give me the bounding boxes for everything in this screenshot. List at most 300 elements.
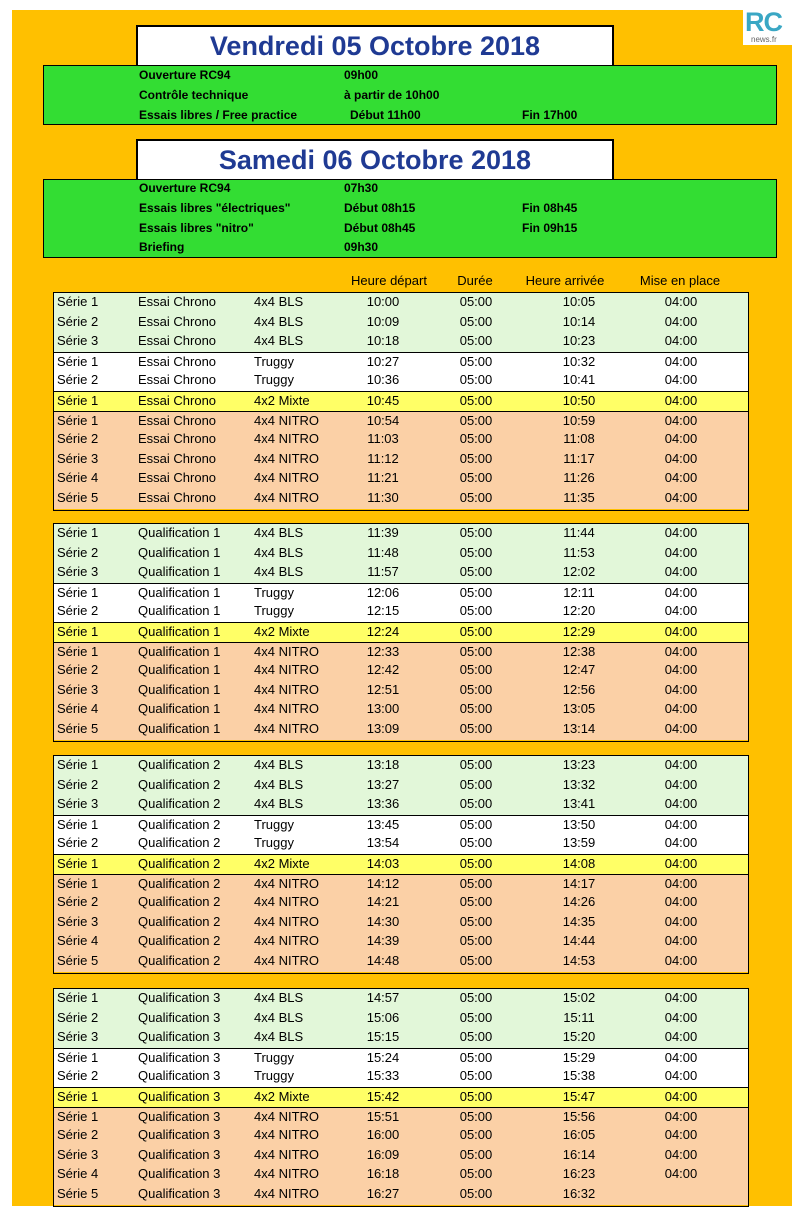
serie-cell: Série 2 bbox=[57, 544, 99, 560]
start-time-cell: 12:42 bbox=[366, 662, 400, 678]
duration-cell: 05:00 bbox=[459, 1049, 493, 1065]
session-cell: Essai Chrono bbox=[138, 490, 217, 505]
table-row bbox=[54, 391, 748, 412]
day1-info-panel bbox=[43, 65, 777, 125]
day2-line3-end: Fin 09h15 bbox=[522, 221, 578, 235]
category-cell: 4x4 NITRO bbox=[254, 412, 320, 428]
duration-cell: 05:00 bbox=[459, 990, 493, 1005]
table-row bbox=[54, 874, 748, 895]
duration-cell: 05:00 bbox=[459, 624, 493, 639]
setup-time-cell: 04:00 bbox=[664, 470, 698, 486]
category-cell: 4x2 Mixte bbox=[254, 1089, 310, 1104]
duration-cell: 05:00 bbox=[459, 796, 493, 812]
session-cell: Qualification 2 bbox=[138, 856, 221, 871]
serie-cell: Série 3 bbox=[57, 1146, 99, 1162]
start-time-cell: 10:00 bbox=[366, 294, 400, 309]
session-cell: Qualification 2 bbox=[138, 913, 221, 929]
end-time-cell: 12:56 bbox=[562, 681, 596, 697]
start-time-cell: 16:00 bbox=[366, 1127, 400, 1143]
start-time-cell: 13:45 bbox=[366, 816, 400, 832]
table-row bbox=[54, 563, 748, 583]
start-time-cell: 14:21 bbox=[366, 894, 400, 910]
serie-cell: Série 2 bbox=[57, 835, 99, 851]
serie-cell: Série 4 bbox=[57, 1166, 99, 1182]
end-time-cell: 15:29 bbox=[562, 1049, 596, 1065]
setup-time-cell: 04:00 bbox=[664, 294, 698, 309]
day2-line3-label: Essais libres "nitro" bbox=[139, 221, 254, 235]
table-row bbox=[54, 756, 748, 776]
day2-line2-label: Essais libres "électriques" bbox=[139, 201, 291, 215]
day1-line2-value: à partir de 10h00 bbox=[344, 88, 440, 102]
logo-subtext: news.fr bbox=[751, 35, 777, 44]
header-heure-arrivee: Heure arrivée bbox=[525, 273, 605, 288]
category-cell: 4x4 BLS bbox=[254, 544, 304, 560]
session-cell: Qualification 1 bbox=[138, 662, 221, 678]
table-row bbox=[54, 544, 748, 564]
schedule-block bbox=[53, 292, 749, 511]
session-cell: Qualification 1 bbox=[138, 603, 221, 619]
table-row bbox=[54, 1028, 748, 1048]
serie-cell: Série 4 bbox=[57, 701, 99, 717]
start-time-cell: 13:18 bbox=[366, 757, 400, 772]
logo-text: RC bbox=[745, 7, 782, 37]
day1-line3-value: Début 11h00 bbox=[350, 108, 421, 122]
duration-cell: 05:00 bbox=[459, 525, 493, 540]
duration-cell: 05:00 bbox=[459, 721, 493, 736]
session-cell: Essai Chrono bbox=[138, 333, 217, 349]
table-row bbox=[54, 1048, 748, 1069]
session-cell: Qualification 3 bbox=[138, 1127, 221, 1143]
serie-cell: Série 1 bbox=[57, 990, 99, 1005]
end-time-cell: 14:17 bbox=[562, 875, 596, 891]
serie-cell: Série 3 bbox=[57, 333, 99, 349]
category-cell: 4x4 NITRO bbox=[254, 1146, 320, 1162]
serie-cell: Série 4 bbox=[57, 933, 99, 949]
serie-cell: Série 3 bbox=[57, 913, 99, 929]
serie-cell: Série 5 bbox=[57, 953, 99, 968]
session-cell: Essai Chrono bbox=[138, 431, 217, 447]
table-row bbox=[54, 1165, 748, 1185]
rcnews-logo bbox=[743, 9, 793, 45]
setup-time-cell: 04:00 bbox=[664, 333, 698, 349]
duration-cell: 05:00 bbox=[459, 856, 493, 871]
end-time-cell: 13:23 bbox=[562, 757, 596, 772]
setup-time-cell: 04:00 bbox=[664, 776, 698, 792]
serie-cell: Série 1 bbox=[57, 643, 99, 659]
duration-cell: 05:00 bbox=[459, 1166, 493, 1182]
session-cell: Qualification 1 bbox=[138, 584, 221, 600]
category-cell: 4x4 NITRO bbox=[254, 913, 320, 929]
start-time-cell: 10:54 bbox=[366, 412, 400, 428]
table-row bbox=[54, 313, 748, 333]
session-cell: Qualification 1 bbox=[138, 525, 221, 540]
end-time-cell: 15:20 bbox=[562, 1029, 596, 1045]
table-row bbox=[54, 332, 748, 352]
session-cell: Essai Chrono bbox=[138, 372, 217, 388]
duration-cell: 05:00 bbox=[459, 490, 493, 505]
duration-cell: 05:00 bbox=[459, 294, 493, 309]
start-time-cell: 12:06 bbox=[366, 584, 400, 600]
duration-cell: 05:00 bbox=[459, 470, 493, 486]
end-time-cell: 13:50 bbox=[562, 816, 596, 832]
table-row bbox=[54, 893, 748, 913]
end-time-cell: 10:05 bbox=[562, 294, 596, 309]
category-cell: 4x4 NITRO bbox=[254, 450, 320, 466]
category-cell: Truggy bbox=[254, 584, 294, 600]
setup-time-cell: 04:00 bbox=[664, 584, 698, 600]
start-time-cell: 15:51 bbox=[366, 1108, 400, 1124]
start-time-cell: 10:36 bbox=[366, 372, 400, 388]
serie-cell: Série 2 bbox=[57, 662, 99, 678]
start-time-cell: 11:12 bbox=[367, 450, 399, 466]
category-cell: 4x4 NITRO bbox=[254, 431, 320, 447]
serie-cell: Série 1 bbox=[57, 1049, 99, 1065]
duration-cell: 05:00 bbox=[459, 681, 493, 697]
table-row bbox=[54, 1107, 748, 1128]
session-cell: Qualification 3 bbox=[138, 1146, 221, 1162]
setup-time-cell: 04:00 bbox=[664, 1029, 698, 1045]
session-cell: Qualification 3 bbox=[138, 1186, 221, 1201]
table-row bbox=[54, 583, 748, 604]
serie-cell: Série 3 bbox=[57, 796, 99, 812]
serie-cell: Série 1 bbox=[57, 393, 99, 408]
setup-time-cell: 04:00 bbox=[664, 721, 698, 736]
table-row bbox=[54, 450, 748, 470]
setup-time-cell: 04:00 bbox=[664, 564, 698, 580]
session-cell: Qualification 3 bbox=[138, 1009, 221, 1025]
day1-line1-value: 09h00 bbox=[344, 68, 379, 82]
serie-cell: Série 2 bbox=[57, 776, 99, 792]
day2-line4-label: Briefing bbox=[139, 240, 185, 254]
end-time-cell: 13:14 bbox=[562, 721, 596, 736]
session-cell: Essai Chrono bbox=[138, 313, 217, 329]
session-cell: Qualification 1 bbox=[138, 721, 221, 736]
category-cell: 4x4 NITRO bbox=[254, 1108, 320, 1124]
start-time-cell: 13:54 bbox=[366, 835, 400, 851]
serie-cell: Série 1 bbox=[57, 816, 99, 832]
category-cell: 4x4 BLS bbox=[254, 1009, 304, 1025]
table-row bbox=[54, 681, 748, 701]
category-cell: Truggy bbox=[254, 835, 294, 851]
session-cell: Qualification 3 bbox=[138, 1068, 221, 1084]
day2-line4-value: 09h30 bbox=[344, 240, 379, 254]
session-cell: Qualification 2 bbox=[138, 894, 221, 910]
duration-cell: 05:00 bbox=[459, 1089, 493, 1104]
duration-cell: 05:00 bbox=[459, 933, 493, 949]
session-cell: Qualification 2 bbox=[138, 835, 221, 851]
duration-cell: 05:00 bbox=[459, 313, 493, 329]
category-cell: 4x4 NITRO bbox=[254, 490, 320, 505]
start-time-cell: 11:57 bbox=[367, 564, 399, 580]
day2-line2-value: Début 08h15 bbox=[344, 201, 416, 215]
start-time-cell: 15:06 bbox=[366, 1009, 400, 1025]
table-row bbox=[54, 1126, 748, 1146]
start-time-cell: 11:39 bbox=[367, 525, 399, 540]
day1-line3-end: Fin 17h00 bbox=[522, 108, 578, 122]
category-cell: 4x4 NITRO bbox=[254, 875, 320, 891]
table-row bbox=[54, 1146, 748, 1166]
serie-cell: Série 1 bbox=[57, 757, 99, 772]
session-cell: Qualification 2 bbox=[138, 757, 221, 772]
session-cell: Qualification 3 bbox=[138, 1049, 221, 1065]
session-cell: Qualification 2 bbox=[138, 776, 221, 792]
end-time-cell: 11:08 bbox=[563, 431, 595, 447]
duration-cell: 05:00 bbox=[459, 662, 493, 678]
duration-cell: 05:00 bbox=[459, 816, 493, 832]
start-time-cell: 14:48 bbox=[366, 953, 400, 968]
table-row bbox=[54, 411, 748, 432]
setup-time-cell: 04:00 bbox=[664, 393, 698, 408]
category-cell: 4x4 BLS bbox=[254, 564, 304, 580]
setup-time-cell: 04:00 bbox=[664, 913, 698, 929]
duration-cell: 05:00 bbox=[459, 372, 493, 388]
session-cell: Qualification 3 bbox=[138, 1108, 221, 1124]
setup-time-cell: 04:00 bbox=[664, 1068, 698, 1084]
start-time-cell: 14:03 bbox=[366, 856, 400, 871]
setup-time-cell: 04:00 bbox=[664, 431, 698, 447]
session-cell: Qualification 3 bbox=[138, 1029, 221, 1045]
schedule-block bbox=[53, 755, 749, 974]
setup-time-cell: 04:00 bbox=[664, 796, 698, 812]
session-cell: Qualification 2 bbox=[138, 933, 221, 949]
category-cell: 4x4 NITRO bbox=[254, 721, 320, 736]
table-row bbox=[54, 952, 748, 972]
start-time-cell: 15:42 bbox=[366, 1089, 400, 1104]
start-time-cell: 16:18 bbox=[366, 1166, 400, 1182]
day2-line3-value: Début 08h45 bbox=[344, 221, 416, 235]
table-row bbox=[54, 430, 748, 450]
duration-cell: 05:00 bbox=[459, 393, 493, 408]
serie-cell: Série 2 bbox=[57, 372, 99, 388]
duration-cell: 05:00 bbox=[459, 1146, 493, 1162]
schedule-block bbox=[53, 988, 749, 1207]
duration-cell: 05:00 bbox=[459, 353, 493, 369]
day1-line3-label: Essais libres / Free practice bbox=[139, 108, 298, 122]
duration-cell: 05:00 bbox=[459, 701, 493, 717]
setup-time-cell: 04:00 bbox=[664, 856, 698, 871]
setup-time-cell: 04:00 bbox=[664, 662, 698, 678]
serie-cell: Série 1 bbox=[57, 856, 99, 871]
setup-time-cell: 04:00 bbox=[664, 816, 698, 832]
table-row bbox=[54, 720, 748, 740]
category-cell: 4x4 NITRO bbox=[254, 643, 320, 659]
serie-cell: Série 5 bbox=[57, 490, 99, 505]
category-cell: 4x4 NITRO bbox=[254, 894, 320, 910]
serie-cell: Série 1 bbox=[57, 584, 99, 600]
end-time-cell: 12:02 bbox=[562, 564, 596, 580]
setup-time-cell: 04:00 bbox=[664, 313, 698, 329]
setup-time-cell: 04:00 bbox=[664, 990, 698, 1005]
day1-title: Vendredi 05 Octobre 2018 bbox=[136, 25, 614, 67]
category-cell: 4x4 NITRO bbox=[254, 701, 320, 717]
duration-cell: 05:00 bbox=[459, 412, 493, 428]
day1-line2-label: Contrôle technique bbox=[139, 88, 249, 102]
setup-time-cell: 04:00 bbox=[664, 372, 698, 388]
start-time-cell: 12:33 bbox=[366, 643, 400, 659]
duration-cell: 05:00 bbox=[459, 835, 493, 851]
table-row bbox=[54, 989, 748, 1009]
table-row bbox=[54, 352, 748, 373]
table-row bbox=[54, 834, 748, 854]
category-cell: 4x4 NITRO bbox=[254, 953, 320, 968]
category-cell: Truggy bbox=[254, 353, 294, 369]
day2-line1-value: 07h30 bbox=[344, 181, 379, 195]
setup-time-cell: 04:00 bbox=[664, 1166, 698, 1182]
setup-time-cell: 04:00 bbox=[664, 701, 698, 717]
session-cell: Qualification 2 bbox=[138, 796, 221, 812]
serie-cell: Série 2 bbox=[57, 431, 99, 447]
serie-cell: Série 2 bbox=[57, 1068, 99, 1084]
table-row bbox=[54, 1185, 748, 1205]
start-time-cell: 13:36 bbox=[366, 796, 400, 812]
end-time-cell: 10:41 bbox=[562, 372, 596, 388]
start-time-cell: 14:57 bbox=[366, 990, 400, 1005]
session-cell: Qualification 1 bbox=[138, 624, 221, 639]
end-time-cell: 15:02 bbox=[562, 990, 596, 1005]
setup-time-cell: 04:00 bbox=[664, 1127, 698, 1143]
session-cell: Qualification 1 bbox=[138, 701, 221, 717]
setup-time-cell: 04:00 bbox=[664, 643, 698, 659]
duration-cell: 05:00 bbox=[459, 875, 493, 891]
setup-time-cell: 04:00 bbox=[664, 757, 698, 772]
category-cell: 4x2 Mixte bbox=[254, 393, 310, 408]
session-cell: Qualification 3 bbox=[138, 990, 221, 1005]
session-cell: Qualification 1 bbox=[138, 564, 221, 580]
start-time-cell: 14:30 bbox=[366, 913, 400, 929]
start-time-cell: 13:00 bbox=[366, 701, 400, 717]
start-time-cell: 10:09 bbox=[366, 313, 400, 329]
duration-cell: 05:00 bbox=[459, 431, 493, 447]
end-time-cell: 11:53 bbox=[563, 544, 595, 560]
setup-time-cell: 04:00 bbox=[664, 933, 698, 949]
serie-cell: Série 2 bbox=[57, 1009, 99, 1025]
serie-cell: Série 1 bbox=[57, 294, 99, 309]
session-cell: Essai Chrono bbox=[138, 393, 217, 408]
duration-cell: 05:00 bbox=[459, 757, 493, 772]
start-time-cell: 16:09 bbox=[366, 1146, 400, 1162]
table-row bbox=[54, 776, 748, 796]
end-time-cell: 10:14 bbox=[562, 313, 596, 329]
serie-cell: Série 1 bbox=[57, 353, 99, 369]
setup-time-cell: 04:00 bbox=[664, 544, 698, 560]
end-time-cell: 11:44 bbox=[563, 525, 595, 540]
end-time-cell: 14:44 bbox=[562, 933, 596, 949]
table-row bbox=[54, 815, 748, 836]
serie-cell: Série 1 bbox=[57, 875, 99, 891]
end-time-cell: 12:29 bbox=[562, 624, 596, 639]
start-time-cell: 12:51 bbox=[366, 681, 400, 697]
category-cell: 4x4 BLS bbox=[254, 796, 304, 812]
header-mise-en-place: Mise en place bbox=[639, 273, 721, 288]
start-time-cell: 11:48 bbox=[367, 544, 399, 560]
duration-cell: 05:00 bbox=[459, 1186, 493, 1201]
duration-cell: 05:00 bbox=[459, 1009, 493, 1025]
end-time-cell: 12:20 bbox=[562, 603, 596, 619]
setup-time-cell: 04:00 bbox=[664, 681, 698, 697]
serie-cell: Série 1 bbox=[57, 624, 99, 639]
duration-cell: 05:00 bbox=[459, 333, 493, 349]
start-time-cell: 12:24 bbox=[366, 624, 400, 639]
setup-time-cell: 04:00 bbox=[664, 1146, 698, 1162]
table-row bbox=[54, 469, 748, 489]
start-time-cell: 16:27 bbox=[366, 1186, 400, 1201]
session-cell: Essai Chrono bbox=[138, 470, 217, 486]
session-cell: Qualification 3 bbox=[138, 1166, 221, 1182]
table-row bbox=[54, 602, 748, 622]
table-row bbox=[54, 700, 748, 720]
session-cell: Essai Chrono bbox=[138, 412, 217, 428]
day2-info-panel bbox=[43, 179, 777, 258]
category-cell: Truggy bbox=[254, 1068, 294, 1084]
duration-cell: 05:00 bbox=[459, 603, 493, 619]
category-cell: Truggy bbox=[254, 603, 294, 619]
setup-time-cell: 04:00 bbox=[664, 835, 698, 851]
setup-time-cell: 04:00 bbox=[664, 894, 698, 910]
end-time-cell: 10:23 bbox=[562, 333, 596, 349]
table-row bbox=[54, 795, 748, 815]
duration-cell: 05:00 bbox=[459, 584, 493, 600]
session-cell: Qualification 1 bbox=[138, 681, 221, 697]
category-cell: 4x2 Mixte bbox=[254, 624, 310, 639]
category-cell: 4x4 BLS bbox=[254, 294, 304, 309]
start-time-cell: 15:33 bbox=[366, 1068, 400, 1084]
setup-time-cell: 04:00 bbox=[664, 450, 698, 466]
serie-cell: Série 5 bbox=[57, 721, 99, 736]
header-heure-depart: Heure départ bbox=[351, 273, 427, 288]
serie-cell: Série 1 bbox=[57, 412, 99, 428]
end-time-cell: 11:17 bbox=[563, 450, 595, 466]
serie-cell: Série 3 bbox=[57, 1029, 99, 1045]
serie-cell: Série 2 bbox=[57, 894, 99, 910]
category-cell: 4x4 BLS bbox=[254, 990, 304, 1005]
serie-cell: Série 1 bbox=[57, 1108, 99, 1124]
category-cell: 4x4 BLS bbox=[254, 776, 304, 792]
session-cell: Essai Chrono bbox=[138, 353, 217, 369]
setup-time-cell: 04:00 bbox=[664, 1009, 698, 1025]
category-cell: Truggy bbox=[254, 1049, 294, 1065]
start-time-cell: 12:15 bbox=[366, 603, 400, 619]
day2-title: Samedi 06 Octobre 2018 bbox=[136, 139, 614, 181]
category-cell: 4x4 NITRO bbox=[254, 933, 320, 949]
session-cell: Qualification 3 bbox=[138, 1089, 221, 1104]
table-row bbox=[54, 622, 748, 643]
duration-cell: 05:00 bbox=[459, 1127, 493, 1143]
table-row bbox=[54, 1087, 748, 1108]
category-cell: Truggy bbox=[254, 816, 294, 832]
end-time-cell: 13:32 bbox=[562, 776, 596, 792]
category-cell: 4x4 BLS bbox=[254, 333, 304, 349]
serie-cell: Série 3 bbox=[57, 450, 99, 466]
duration-cell: 05:00 bbox=[459, 564, 493, 580]
end-time-cell: 15:38 bbox=[562, 1068, 596, 1084]
end-time-cell: 12:47 bbox=[562, 662, 596, 678]
setup-time-cell: 04:00 bbox=[664, 624, 698, 639]
table-row bbox=[54, 371, 748, 391]
end-time-cell: 15:56 bbox=[562, 1108, 596, 1124]
category-cell: 4x4 NITRO bbox=[254, 662, 320, 678]
category-cell: 4x4 NITRO bbox=[254, 470, 320, 486]
table-row bbox=[54, 642, 748, 663]
start-time-cell: 13:27 bbox=[366, 776, 400, 792]
start-time-cell: 13:09 bbox=[366, 721, 400, 736]
end-time-cell: 11:26 bbox=[563, 470, 595, 486]
end-time-cell: 10:50 bbox=[562, 393, 596, 408]
duration-cell: 05:00 bbox=[459, 776, 493, 792]
session-cell: Qualification 2 bbox=[138, 953, 221, 968]
start-time-cell: 10:18 bbox=[366, 333, 400, 349]
duration-cell: 05:00 bbox=[459, 544, 493, 560]
duration-cell: 05:00 bbox=[459, 643, 493, 659]
